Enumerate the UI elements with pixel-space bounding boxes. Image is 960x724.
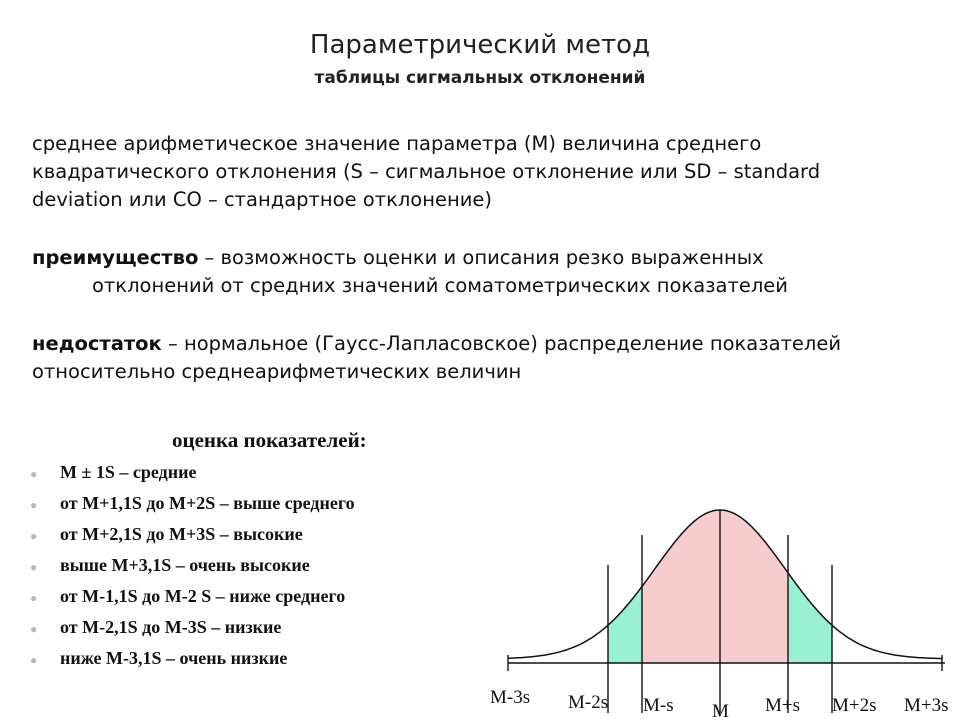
- bullet-dot-icon: ●: [30, 590, 38, 605]
- evaluation-item: от М-2,1S до М-3S – низкие: [60, 617, 282, 637]
- label-m-3s: M-3s: [490, 687, 531, 708]
- bullet-dot-icon: ●: [30, 466, 38, 481]
- bullet-dot-icon: ●: [30, 652, 38, 667]
- advantage-term: преимущество: [32, 246, 199, 269]
- advantage-text-1: – возможность оценки и описания резко выраженных: [198, 246, 764, 269]
- bullet-dot-icon: ●: [30, 559, 38, 574]
- advantage-paragraph: [32, 244, 932, 300]
- label-m-2s: M-2s: [568, 692, 609, 713]
- bullet-dot-icon: ●: [30, 497, 38, 512]
- evaluation-item: от М+2,1S до М+3S – высокие: [60, 524, 303, 544]
- definition-line-2: квадратического отклонения (S – сигмальное отклонение или SD – standard: [32, 160, 821, 183]
- evaluation-item: от М+1,1S до М+2S – выше среднего: [60, 493, 355, 513]
- bell-curve-diagram: [480, 505, 950, 720]
- label-m-s: M-s: [643, 695, 674, 716]
- label-m-plus-2s: M+2s: [832, 695, 877, 716]
- disadvantage-paragraph: [32, 330, 932, 386]
- list-item: [30, 521, 355, 552]
- label-m-plus-3s: M+3s: [904, 695, 949, 716]
- definition-line-1: среднее арифметическое значение параметра (М) величина среднего: [32, 132, 762, 155]
- list-item: [30, 645, 355, 676]
- center-band: [642, 510, 788, 663]
- bullet-dot-icon: ●: [30, 621, 38, 636]
- disadvantage-text-1: – нормальное (Гаусс-Лапласовское) распределение показателей: [161, 332, 842, 355]
- label-m-plus-s: M+s: [765, 695, 801, 716]
- evaluation-item: М ± 1S – средние: [60, 462, 197, 482]
- list-item: [30, 552, 355, 583]
- definition-line-3: deviation или СО – стандартное отклонение): [32, 188, 493, 211]
- disadvantage-text-2: относительно среднеарифметических величин: [32, 360, 522, 383]
- evaluation-list: [30, 459, 355, 676]
- evaluation-item: выше М+3,1S – очень высокие: [60, 555, 310, 575]
- advantage-text-2: отклонений от средних значений соматометрических показателей: [92, 274, 788, 297]
- slide-subtitle: таблицы сигмальных отклонений: [314, 68, 646, 88]
- evaluation-heading: оценка показателей:: [172, 428, 367, 452]
- list-item: [30, 614, 355, 645]
- label-m: M: [712, 701, 729, 720]
- list-item: [30, 459, 355, 490]
- normal-distribution-figure: [480, 505, 950, 720]
- evaluation-item: от М-1,1S до М-2 S – ниже среднего: [60, 586, 346, 606]
- evaluation-item: ниже М-3,1S – очень низкие: [60, 648, 288, 668]
- slide-title: Параметрический метод: [309, 30, 651, 60]
- definition-paragraph: [32, 130, 932, 214]
- list-item: [30, 490, 355, 521]
- side-band-right: [788, 573, 832, 663]
- list-item: [30, 583, 355, 614]
- bullet-dot-icon: ●: [30, 528, 38, 543]
- disadvantage-term: недостаток: [32, 332, 162, 355]
- side-band-left: [608, 587, 642, 664]
